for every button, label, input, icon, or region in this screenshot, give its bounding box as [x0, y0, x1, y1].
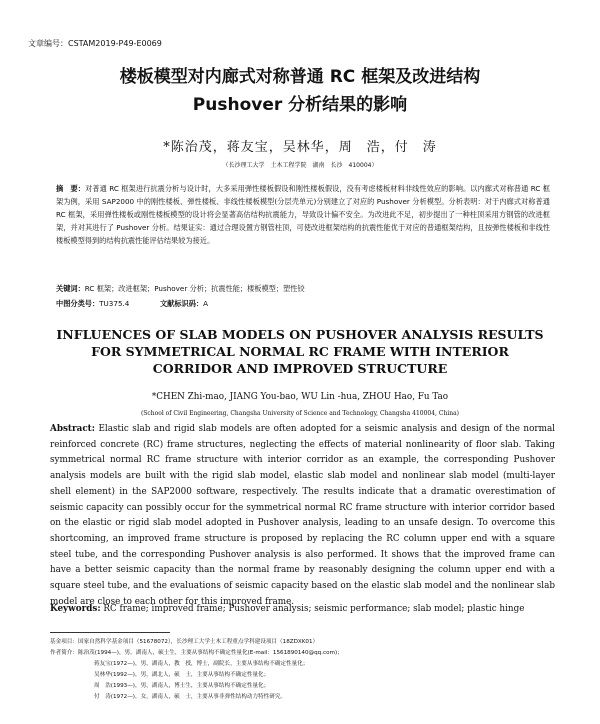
chinese-affiliation: （长沙理工大学 土木工程学院 湖南 长沙 410004） [222, 162, 378, 169]
english-affiliation: (School of Civil Engineering, Changsha University of Science and Technology, Changsha 410004, China) [140, 410, 460, 417]
clc-label: 中图分类号： [56, 299, 100, 308]
english-keywords-label: Keywords: [50, 604, 101, 614]
english-keywords-text: RC frame; improved frame; Pushover analysis; seismic performance; slab model; plastic hinge [103, 604, 525, 614]
chinese-authors: *陈治茂，蒋友宝，吴林华，周 浩，付 涛 [163, 140, 437, 155]
author-intro-2: 蒋友宝(1972—)，男，湖南人，教 授，博士，副院长，主要从事结构不确定性量化； [94, 661, 309, 667]
author-intro-label: 作者简介： [50, 650, 78, 656]
document-number: 文章编号：CSTAM2019-P49-E0069 [28, 39, 162, 48]
footnote-divider [50, 632, 170, 633]
chinese-keywords-text: RC 框架；改进框架；Pushover 分析；抗震性能；楼板模型；塑性铰 [84, 284, 305, 293]
english-abstract [50, 422, 555, 610]
chinese-abstract-label: 摘 要： [56, 184, 86, 193]
english-abstract-label: Abstract: [50, 424, 95, 434]
author-intro-footnote [50, 648, 570, 659]
chinese-title-line-1: 楼板模型对内廊式对称普通 RC 框架及改进结构 [119, 67, 481, 87]
classification-line [56, 299, 550, 309]
english-abstract-text: Elastic slab and rigid slab models are often adopted for a seismic analysis and design of the normal reinforced concrete (RC) frame structures, neglecting the effects of material nonlinearity of floor slab. Taking symmetrical normal RC frame structure with interior corridor as an example, the corresponding Pushover analysis models are built with the rigid slab model, elastic slab model and nonlinear slab model (multi-layer shell element) in the SAP2000 software, respectively. The results indicate that a dramatic overestimation of seismic capacity can possibly occur for the symmetrical normal RC frame structure with interior corridor based on the elastic or rigid slab model adopted in Pushover analysis, leading to an unsafe design. To overcome this shortcoming, an improved frame structure is proposed by replacing the RC column upper end with a square steel tube, and the corresponding Pushover analysis is also performed. It shows that the improved frame can have a better seismic capacity than the normal frame by reasonably designing the column upper end with a square steel tube, and the evaluations of seismic capacity based on the elastic slab model and the nonlinear slab model are close to each other for this improved frame. [50, 424, 555, 607]
author-intro-4: 周 浩(1993—)，男，湖南人，博士生，主要从事结构不确定性量化； [94, 683, 270, 689]
author-intro-5: 付 涛(1972—)，女，湖南人，硕 士，主要从事非弹性结构动力特性研究。 [94, 694, 287, 700]
english-authors: *CHEN Zhi-mao, JIANG You-bao, WU Lin -hua, ZHOU Hao, Fu Tao [151, 392, 449, 402]
chinese-abstract-text: 对普通 RC 框架进行抗震分析与设计时，大多采用弹性楼板假设和刚性楼板假设，没有考虑楼板材料非线性效应的影响。以内廊式对称普通 RC 框架为例，采用 SAP2000 中的刚性楼板、弹性楼板、非线性楼板模型(分层壳单元)分别建立了对应的 Pushover 分析模型。分析表明：对于内廊式对称普通 RC 框架，采用弹性楼板或刚性楼板模型的设计将会显著高估结构抗震能力，导致设计偏不安全。为改进此不足，初步提出了一种柱顶采用方钢管的改进框架，并对其进行了 Pushover 分析。结果证实：通过合理设置方钢管柱顶，可使改进框架结构的抗震性能优于对应的普通框架结构，且按弹性楼板和非线性楼板模型得到的结构抗震性能评估结果较为接近。 [56, 184, 550, 245]
document-code-label: 文献标识码： [159, 299, 204, 308]
chinese-title-line-2: Pushover 分析结果的影响 [192, 95, 408, 115]
english-title-line-1: INFLUENCES OF SLAB MODELS ON PUSHOVER ANALYSIS RESULTS [56, 327, 544, 342]
clc-value: TU375.4 [99, 299, 130, 308]
author-intro-1: 陈治茂(1994—)，男，湖南人，硕士生，主要从事结构不确定性量化(E-mail：1561890140@qq.com)； [77, 650, 343, 656]
chinese-abstract [56, 182, 550, 247]
english-title-line-2: FOR SYMMETRICAL NORMAL RC FRAME WITH INTERIOR [91, 344, 509, 359]
document-code-value: A [203, 299, 209, 308]
chinese-keywords-label: 关键词： [56, 284, 85, 293]
english-title [40, 326, 560, 377]
fund-footnote: 基金项目：国家自然科学基金项目（51678072），长沙理工大学土木工程重点学科建设项目（18ZDXK01） [50, 639, 319, 645]
english-title-line-3: CORRIDOR AND IMPROVED STRUCTURE [152, 361, 448, 376]
author-intro-3: 吴林华(1992—)，男，湖北人，硕 士，主要从事结构不确定性量化； [94, 672, 270, 678]
english-keywords [50, 604, 555, 614]
chinese-keywords [56, 284, 550, 294]
